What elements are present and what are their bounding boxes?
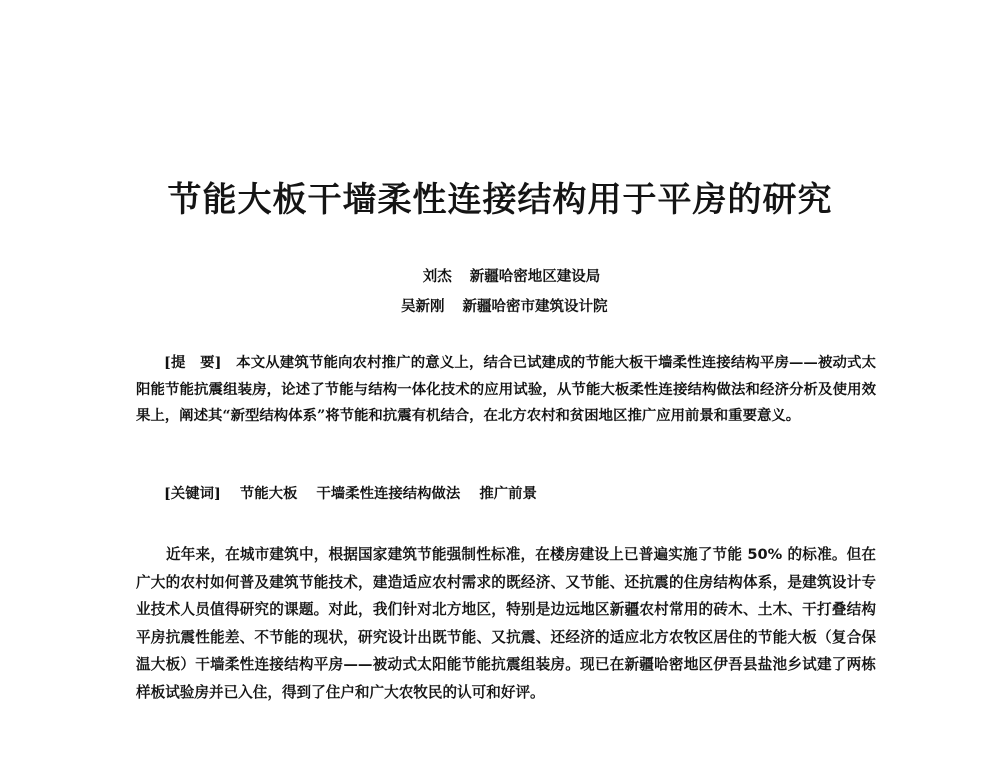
keyword: 推广前景 [479, 485, 537, 502]
author-affiliation: 新疆哈密市建筑设计院 [462, 298, 608, 315]
keywords-label: [关键词] [164, 485, 221, 502]
abstract [136, 350, 876, 430]
keyword: 节能大板 [239, 485, 298, 502]
keywords [164, 482, 537, 506]
author-line [0, 262, 1000, 292]
abstract-text: 本文从建筑节能向农村推广的意义上，结合已试建成的节能大板干墙柔性连接结构平房——被动式太阳能节能抗震组装房，论述了节能与结构一体化技术的应用试验，从节能大板柔性连接结构做法和经济分析及使用效果上，阐述其“新型结构体系”将节能和抗震有机结合，在北方农村和贫困地区推广应用前景和重要意义。 [136, 354, 876, 424]
author-affiliation: 新疆哈密地区建设局 [469, 268, 601, 285]
author-block [0, 262, 1000, 322]
author-name: 吴新刚 [401, 298, 445, 315]
author-name: 刘杰 [422, 268, 452, 285]
author-line [0, 292, 1000, 322]
keyword: 干墙柔性连接结构做法 [316, 485, 461, 502]
abstract-label: [提 要] [164, 354, 222, 371]
paper-title: 节能大板干墙柔性连接结构用于平房的研究 [167, 180, 833, 220]
body-paragraph: 近年来，在城市建筑中，根据国家建筑节能强制性标准，在楼房建设上已普遍实施了节能 50% 的标准。但在广大的农村如何普及建筑节能技术，建造适应农村需求的既经济、又节能、还抗震的住房结构体系，是建筑设计专业技术人员值得研究的课题。对此，我们针对北方地区，特别是边远地区新疆农村常用的砖木、土木、干打叠结构平房抗震性能差、不节能的现状，研究设计出既节能、又抗震、还经济的适应北方农牧区居住的节能大板（复合保温大板）干墙柔性连接结构平房——被动式太阳能节能抗震组装房。现已在新疆哈密地区伊吾县盐池乡试建了两栋样板试验房并已入住，得到了住户和广大农牧民的认可和好评。 [136, 546, 876, 701]
